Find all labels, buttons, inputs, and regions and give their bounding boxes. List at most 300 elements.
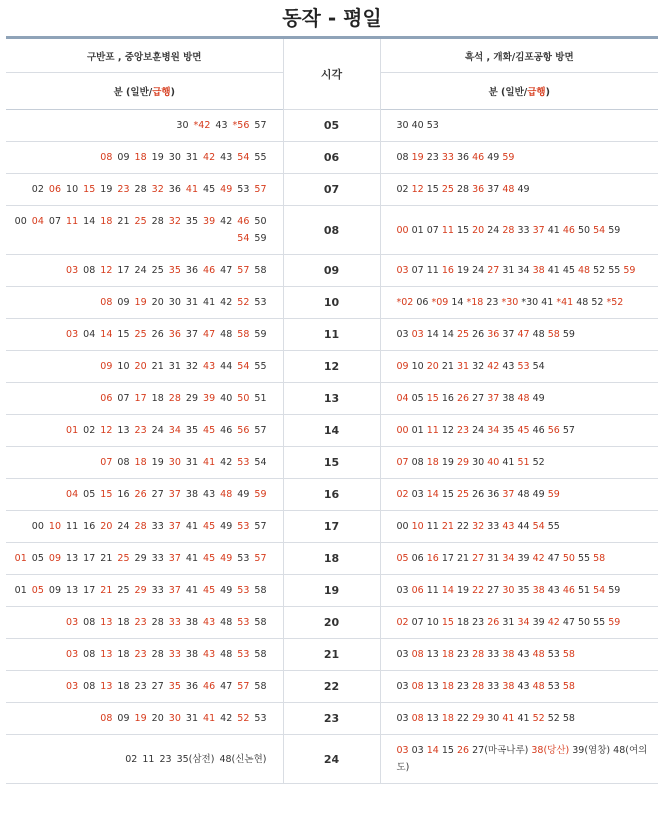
minute: 49 <box>532 489 545 500</box>
minute: 36 <box>185 265 198 276</box>
express-minute: 32 <box>472 521 485 532</box>
minute: 55 <box>578 553 591 564</box>
minute: 49 <box>532 393 545 404</box>
minute: 43 <box>517 681 530 692</box>
minute: 50 <box>578 617 591 628</box>
minute: 52 <box>532 457 545 468</box>
express-minute: *56 <box>232 120 250 131</box>
table-row <box>6 142 658 174</box>
express-minute: 30 <box>502 585 515 596</box>
timetable-rows <box>6 110 658 784</box>
express-minute: 19 <box>134 297 147 308</box>
minute: 13 <box>426 713 439 724</box>
express-minute: 04 <box>396 393 409 404</box>
minute: 24 <box>487 224 500 236</box>
minute: 49 <box>237 489 250 500</box>
express-minute: 52 <box>532 713 545 724</box>
minute: 40 <box>411 120 424 131</box>
minute: 14 <box>451 297 464 308</box>
minute: 44 <box>220 361 233 372</box>
express-minute: 54 <box>237 233 250 244</box>
express-minute: 03 <box>66 265 79 276</box>
minute: 30 <box>176 120 189 131</box>
minute: 24 <box>151 425 164 436</box>
minute: 33 <box>151 553 164 564</box>
minute: 41 <box>541 297 554 308</box>
express-minute: 11 <box>66 216 79 227</box>
express-minute: 49 <box>220 553 233 564</box>
express-minute: 36 <box>168 329 181 340</box>
minute: 35 <box>185 216 198 227</box>
minute: 27 <box>487 585 500 596</box>
minute: 42 <box>220 297 233 308</box>
express-minute: 32 <box>168 216 181 227</box>
minute: 22 <box>457 713 470 724</box>
hour-cell: 23 <box>283 703 380 735</box>
table-row <box>6 447 658 479</box>
express-minute: 13 <box>100 617 113 628</box>
minute: 10 <box>411 361 424 372</box>
minute: 06 <box>416 297 429 308</box>
right-minute-header <box>380 73 658 110</box>
minute: 31 <box>502 617 515 628</box>
minute: 23 <box>457 649 470 660</box>
express-minute: 48 <box>532 681 545 692</box>
express-minute: *41 <box>556 297 574 308</box>
minute: 43 <box>517 649 530 660</box>
express-minute: 46 <box>203 681 216 692</box>
express-minute: 46 <box>562 585 575 596</box>
express-minute: 28 <box>472 649 485 660</box>
minute: 30 <box>396 120 409 131</box>
left-minutes-cell <box>6 415 283 447</box>
minute: 28 <box>134 184 147 195</box>
minute: 51 <box>578 585 591 596</box>
express-minute: 53 <box>517 361 530 372</box>
express-minute: 50 <box>237 393 250 404</box>
table-row <box>6 255 658 287</box>
express-minute: 23 <box>134 425 147 436</box>
left-minutes-cell <box>6 703 283 735</box>
express-minute: 42 <box>487 361 500 372</box>
express-minute: 39 <box>203 216 216 227</box>
express-minute: 29 <box>472 713 485 724</box>
minute: 16 <box>117 489 130 500</box>
minute: 35 <box>185 425 198 436</box>
timetable <box>6 36 658 784</box>
minute: 28 <box>151 617 164 628</box>
minute: 05 <box>83 489 96 500</box>
timetable-table <box>6 36 658 784</box>
minute: 31 <box>502 265 515 276</box>
left-minutes-cell <box>6 174 283 206</box>
express-minute: 53 <box>237 617 250 628</box>
table-row <box>6 351 658 383</box>
express-minute: 12 <box>100 425 113 436</box>
minute: 06 <box>411 553 424 564</box>
right-minutes-cell <box>380 319 658 351</box>
left-minutes-cell <box>6 607 283 639</box>
minute: 55 <box>593 617 606 628</box>
express-minute: 30 <box>168 457 181 468</box>
hour-cell: 06 <box>283 142 380 174</box>
minute: 36 <box>168 184 181 195</box>
minute: 55 <box>547 521 560 532</box>
minute: 59 <box>608 585 621 596</box>
express-minute: 41 <box>203 713 216 724</box>
hour-cell: 11 <box>283 319 380 351</box>
minute: 49 <box>517 184 530 195</box>
express-minute: 54 <box>237 152 250 163</box>
express-minute: 03 <box>66 681 79 692</box>
minute: 43 <box>203 489 216 500</box>
minute: 21 <box>117 216 130 227</box>
express-minute: 18 <box>441 681 454 692</box>
express-minute: 28 <box>168 393 181 404</box>
express-minute: 13 <box>100 681 113 692</box>
right-minutes-cell <box>380 479 658 511</box>
express-minute: 06 <box>100 393 113 404</box>
minute: 33 <box>151 585 164 596</box>
minute: 42 <box>220 216 233 227</box>
minute: 07 <box>48 216 61 227</box>
express-minute: 45 <box>203 521 216 532</box>
minute: 01 <box>14 585 27 596</box>
express-minute: 59 <box>623 265 636 276</box>
express-minute: 03 <box>396 265 409 276</box>
express-minute: 10 <box>411 521 424 532</box>
minute: 38 <box>502 393 515 404</box>
minute: 15 <box>426 184 439 195</box>
express-minute: *18 <box>466 297 484 308</box>
express-minute: 19 <box>134 713 147 724</box>
express-minute: 59 <box>502 152 515 163</box>
left-minutes-cell <box>6 319 283 351</box>
express-minute: 40 <box>487 457 500 468</box>
minute: 58 <box>254 681 267 692</box>
minute: 31 <box>487 553 500 564</box>
express-minute: 33 <box>441 152 454 163</box>
minute: 36 <box>457 152 470 163</box>
express-minute: 09 <box>100 361 113 372</box>
express-minute: 37 <box>168 489 181 500</box>
minute: 03 <box>396 713 409 724</box>
minute: 19 <box>457 265 470 276</box>
express-minute: 41 <box>203 457 216 468</box>
express-minute: 49 <box>220 184 233 195</box>
minute: 52 <box>593 265 606 276</box>
express-minute: *30 <box>501 297 519 308</box>
minute: 08 <box>117 457 130 468</box>
express-minute: 59 <box>547 489 560 500</box>
express-minute: 07 <box>396 457 409 468</box>
express-minute: 03 <box>66 649 79 660</box>
express-minute: 48 <box>220 489 233 500</box>
minute: 59 <box>254 329 267 340</box>
minute: 30 <box>472 457 485 468</box>
minute: 47 <box>220 681 233 692</box>
express-minute: 57 <box>237 265 250 276</box>
minute: 48 <box>517 489 530 500</box>
express-minute: 35 <box>168 265 181 276</box>
minute: 24 <box>472 265 485 276</box>
minute: 32 <box>472 361 485 372</box>
minute: 49 <box>220 585 233 596</box>
express-minute: 34 <box>487 425 500 436</box>
express-minute: 45 <box>517 425 530 436</box>
express-minute: 08 <box>100 297 113 308</box>
right-minutes-cell <box>380 671 658 703</box>
express-minute: 03 <box>411 329 424 340</box>
minute: 36 <box>185 681 198 692</box>
minute: 57 <box>254 425 267 436</box>
minute-label-normal: 분 (일반/ <box>113 87 153 98</box>
table-row <box>6 607 658 639</box>
express-minute: 37 <box>168 585 181 596</box>
minute: 55 <box>608 265 621 276</box>
minute: 34 <box>517 265 530 276</box>
minute: 52 <box>547 713 560 724</box>
express-minute: 08 <box>100 713 113 724</box>
express-minute: 09 <box>396 361 409 372</box>
minute: 37 <box>185 329 198 340</box>
express-minute: 37 <box>168 521 181 532</box>
minute: 18 <box>151 393 164 404</box>
minute: 25 <box>151 265 164 276</box>
minute: 39 <box>532 617 545 628</box>
table-row <box>6 415 658 447</box>
express-minute: 46 <box>237 216 250 227</box>
left-minutes-cell <box>6 206 283 255</box>
express-minute: 56 <box>547 425 560 436</box>
express-minute: 19 <box>411 152 424 163</box>
minute: 24 <box>472 425 485 436</box>
express-minute: 45 <box>203 553 216 564</box>
minute: 28 <box>151 649 164 660</box>
express-minute: 45 <box>203 425 216 436</box>
express-minute: 23 <box>457 425 470 436</box>
right-minutes-cell <box>380 575 658 607</box>
minute: 11 <box>66 521 79 532</box>
left-minutes-cell <box>6 671 283 703</box>
minute: 03 <box>396 329 409 340</box>
minute: 31 <box>185 457 198 468</box>
minute: 32 <box>185 361 198 372</box>
express-minute: *09 <box>431 297 449 308</box>
minute: 02 <box>31 184 44 195</box>
express-minute: 58 <box>547 329 560 340</box>
minute: 33 <box>487 681 500 692</box>
express-minute: 53 <box>237 585 250 596</box>
express-minute: 54 <box>593 585 606 596</box>
express-minute: 37 <box>502 489 515 500</box>
minute: 48(여의도) <box>396 745 648 773</box>
hour-cell: 09 <box>283 255 380 287</box>
express-minute: 08 <box>411 649 424 660</box>
right-minutes-cell <box>380 511 658 543</box>
express-minute: 43 <box>203 649 216 660</box>
minute: 43 <box>547 585 560 596</box>
express-minute: 46 <box>203 265 216 276</box>
express-minute: 08 <box>411 713 424 724</box>
left-minutes-cell <box>6 110 283 142</box>
minute: 55 <box>254 361 267 372</box>
minute: 35(삼전) <box>176 753 215 765</box>
minute: 03 <box>396 681 409 692</box>
minute-label-close: ) <box>545 87 550 98</box>
express-minute: 26 <box>487 617 500 628</box>
minute: 17 <box>117 265 130 276</box>
hour-cell: 21 <box>283 639 380 671</box>
minute: 18 <box>117 617 130 628</box>
express-minute: 43 <box>502 521 515 532</box>
express-minute: 18 <box>441 649 454 660</box>
express-minute: 54 <box>532 521 545 532</box>
right-minutes-cell <box>380 142 658 174</box>
minute: 11 <box>426 521 439 532</box>
left-minutes-cell <box>6 351 283 383</box>
express-minute: 48 <box>517 393 530 404</box>
minute: 42 <box>220 713 233 724</box>
minute: 33 <box>487 649 500 660</box>
express-minute: 36 <box>487 329 500 340</box>
minute: 00 <box>31 521 44 532</box>
hour-cell: 18 <box>283 543 380 575</box>
express-minute: 15 <box>100 489 113 500</box>
minute: 15 <box>457 224 470 236</box>
express-minute: 38 <box>532 265 545 276</box>
minute: 12 <box>441 425 454 436</box>
minute: 58 <box>254 617 267 628</box>
minute: 10 <box>117 361 130 372</box>
express-minute: 13 <box>100 649 113 660</box>
express-minute: 03 <box>66 329 79 340</box>
express-minute: 17 <box>134 393 147 404</box>
minute: 41 <box>547 265 560 276</box>
right-minutes-cell <box>380 383 658 415</box>
minute: 24 <box>134 265 147 276</box>
right-minutes-cell <box>380 703 658 735</box>
hour-cell: 05 <box>283 110 380 142</box>
express-minute: 20 <box>426 361 439 372</box>
minute: 47 <box>547 553 560 564</box>
express-minute: *42 <box>193 120 211 131</box>
minute: 53 <box>237 184 250 195</box>
left-minutes-cell <box>6 142 283 174</box>
minute: 14 <box>83 216 96 227</box>
minute: 05 <box>31 553 44 564</box>
express-minute: 56 <box>237 425 250 436</box>
express-minute: *52 <box>606 297 624 308</box>
minute: 15 <box>117 329 130 340</box>
minute: 27 <box>151 681 164 692</box>
express-minute: 12 <box>411 184 424 195</box>
minute: 13 <box>117 425 130 436</box>
express-minute: 25 <box>457 489 470 500</box>
minute: 58 <box>254 649 267 660</box>
express-minute: 14 <box>426 745 439 756</box>
express-minute: 28 <box>472 681 485 692</box>
express-minute: *02 <box>396 297 414 308</box>
express-minute: 26 <box>457 745 470 756</box>
express-minute: 32 <box>151 184 164 195</box>
minute: 19 <box>457 585 470 596</box>
express-minute: 42 <box>532 553 545 564</box>
minute: 13 <box>426 649 439 660</box>
express-minute: 37 <box>532 224 545 236</box>
minute: 03 <box>396 649 409 660</box>
minute: 26 <box>472 329 485 340</box>
express-minute: 53 <box>237 521 250 532</box>
express-minute: 26 <box>457 393 470 404</box>
express-minute: 57 <box>254 184 267 195</box>
minute: 02 <box>396 184 409 195</box>
minute: 41 <box>203 297 216 308</box>
express-minute: 59 <box>608 617 621 628</box>
express-minute: 21 <box>100 585 113 596</box>
right-minutes-cell <box>380 447 658 479</box>
minute: 31 <box>185 297 198 308</box>
express-minute: 09 <box>48 553 61 564</box>
minute: 54 <box>532 361 545 372</box>
hour-cell: 19 <box>283 575 380 607</box>
express-minute: 18 <box>100 216 113 227</box>
minute: 41 <box>502 457 515 468</box>
minute: 14 <box>426 329 439 340</box>
minute: 46 <box>220 425 233 436</box>
minute: 43 <box>502 361 515 372</box>
minute: 53 <box>237 553 250 564</box>
minute: 18 <box>117 649 130 660</box>
express-minute: 00 <box>396 224 409 236</box>
right-minutes-cell <box>380 174 658 206</box>
right-minutes-cell <box>380 735 658 784</box>
left-minutes-cell <box>6 287 283 319</box>
right-minutes-cell <box>380 287 658 319</box>
minute: 13 <box>66 553 79 564</box>
minute: 09 <box>48 585 61 596</box>
minute: 38 <box>185 649 198 660</box>
express-minute: 53 <box>237 457 250 468</box>
left-minutes-cell <box>6 543 283 575</box>
express-minute: 54 <box>593 224 606 236</box>
right-minutes-cell <box>380 351 658 383</box>
minute-label-express: 급행 <box>527 87 546 98</box>
minute: 57 <box>254 521 267 532</box>
express-minute: 57 <box>254 553 267 564</box>
minute: 58 <box>254 585 267 596</box>
minute: 50 <box>254 216 267 227</box>
minute: 28 <box>151 216 164 227</box>
minute: 08 <box>396 152 409 163</box>
express-minute: 58 <box>562 649 575 660</box>
express-minute: 47 <box>203 329 216 340</box>
express-minute: 04 <box>31 216 44 227</box>
minute: 46 <box>532 425 545 436</box>
minute: 08 <box>83 617 96 628</box>
minute-label-close: ) <box>170 87 175 98</box>
express-minute: 42 <box>203 152 216 163</box>
express-minute: 37 <box>487 393 500 404</box>
hour-cell: 10 <box>283 287 380 319</box>
express-minute: 33 <box>168 649 181 660</box>
table-row <box>6 703 658 735</box>
hour-cell: 14 <box>283 415 380 447</box>
minute: 27 <box>472 393 485 404</box>
minute: 44 <box>517 521 530 532</box>
minute: 05 <box>411 393 424 404</box>
minute: 59 <box>254 233 267 244</box>
